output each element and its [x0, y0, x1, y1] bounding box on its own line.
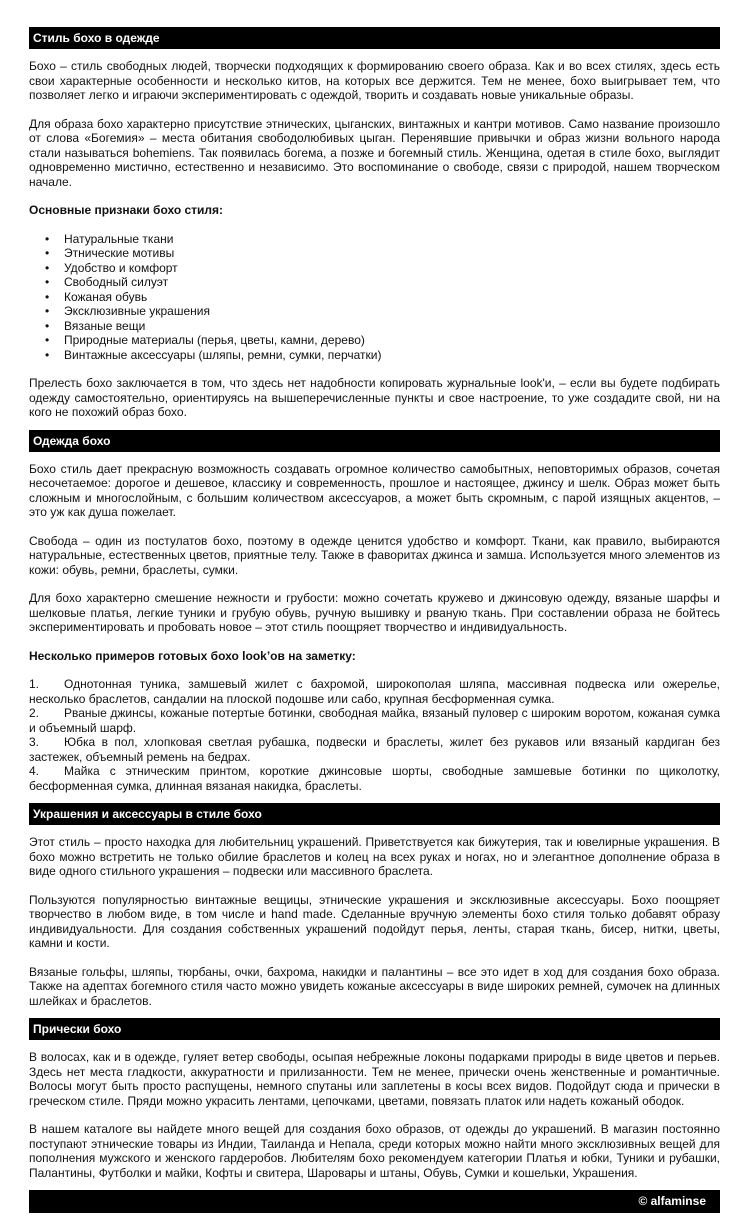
- list-item: • Винтажные аксессуары (шляпы, ремни, сумки, перчатки): [45, 347, 382, 362]
- bullet-icon: •: [45, 231, 50, 246]
- paragraph: В нашем каталоге вы найдете много вещей для создания бохо образов, от одежды до украшений. В магазин постоянно поступают этнические товары из Индии, Таиланда и Непала, среди которых можно найти много эксклюзивных вещей для пополнения мужского и женского гардеробов. Любителям бохо рекомендуем категории Платья и юбки, Туники и рубашки, Палантины, Футболки и майки, Кофты и свитера, Шаровары и штаны, Обувь, Сумки и кошельки, Украшения.: [29, 1122, 720, 1180]
- paragraph: Пользуются популярностью винтажные вещицы, этнические украшения и эксклюзивные аксессуары. Бохо поощряет творчество в любом виде, в том числе и hand made. Сделанные вручную элементы бохо стиля только добавят образу индивидуальности. Для создания собственных украшений подойдут перья, ленты, старая ткань, бисер, нитки, цветы, камни и кости.: [29, 892, 720, 950]
- list-item: • Свободный силуэт: [45, 275, 169, 289]
- paragraph: Для образа бохо характерно присутствие этнических, цыганских, винтажных и кантри мотивов. Само название произошло от слова «Богемия» – места обитания свободолюбивых цыган. Перенявшие привычки и образ жизни вольного народа стали называться bohemiens. Так появилась богема, а позже и богемный стиль. Женщина, одетая в стиле бохо, выглядит одновременно мистично, естественно и независимо. Это воспоминание о свободе, связи с природой, нашем творческом начале.: [29, 116, 720, 189]
- list-number: 1.: [29, 677, 40, 691]
- list-item: 4. Майка с этническим принтом, короткие джинсовые шорты, свободные замшевые ботинки по щиколотку, бесформенная сумка, длинная вязаная накидка, браслеты.: [29, 764, 720, 793]
- list-item: • Вязаные вещи: [45, 318, 146, 333]
- list-item: • Удобство и комфорт: [45, 260, 178, 275]
- paragraph: Бохо – стиль свободных людей, творчески подходящих к формированию своего образа. Как и во всех стилях, здесь есть свои характерные особенности и несколько китов, на которых все держится. Тем не менее, бохо выигрывает тем, что позволяет легко и играючи экспериментировать с одеждой, творить и создавать новые уникальные образы.: [29, 59, 720, 102]
- bullet-icon: •: [45, 318, 50, 333]
- features-list: [29, 232, 720, 363]
- bullet-icon: •: [45, 333, 50, 347]
- paragraph: Бохо стиль дает прекрасную возможность создавать огромное количество самобытных, неповторимых образов, сочетая несочетаемое: дорогое и дешевое, классику и современность, прошлое и настоящее, джинсу и шелк. Образ может быть сложным и многослойным, с большим количеством аксессуаров, а может быть скромным, с парой изящных акцентов, – это уж как душа пожелает.: [29, 461, 720, 519]
- section-title-boho-style: Стиль бохо в одежде: [29, 27, 720, 49]
- paragraph: Этот стиль – просто находка для любительниц украшений. Приветствуется как бижутерия, так и ювелирные украшения. В бохо можно встретить не только обилие браслетов и колец на всех руках и ногах, но и элегантное дополнение образа в виде одного стильного украшения – подвески или массивного браслета.: [29, 835, 720, 878]
- paragraph: В волосах, как и в одежде, гуляет ветер свободы, осыпая небрежные локоны подарками природы в виде цветов и перьев. Здесь нет места гладкости, аккуратности и прилизанности. Тем не менее, прически очень женственные и романтичные. Волосы могут быть просто распущены, немного спутаны или заплетены в косы всех видов. Подойдут сюда и прически в греческом стиле. Пряди можно украсить лентами, цепочками, цветами, повязать платок или надеть кожаный ободок.: [29, 1050, 720, 1108]
- paragraph: Вязаные гольфы, шляпы, тюрбаны, очки, бахрома, накидки и палантины – все это идет в ход для создания бохо образа. Также на адептах богемного стиля часто можно увидеть кожаные аксессуары в виде широких ремней, сумочек на длинных шлейках и браслетов.: [29, 964, 720, 1008]
- section-title-hairstyles: Прически бохо: [29, 1018, 720, 1040]
- bullet-icon: •: [45, 275, 50, 289]
- paragraph: Свобода – один из постулатов бохо, поэтому в одежде ценится удобство и комфорт. Ткани, как правило, выбираются натуральные, естественных цветов, приятные телу. Также в фаворитах джинса и замша. Используется много элементов из кожи: обувь, ремни, браслеты, сумки.: [29, 533, 720, 577]
- list-number: 2.: [29, 706, 40, 720]
- bullet-icon: •: [45, 289, 50, 304]
- bullet-icon: •: [45, 246, 50, 260]
- list-item: 3. Юбка в пол, хлопковая светлая рубашка, подвески и браслеты, жилет без рукавов или вязаный кардиган без застежек, объемный ремень на бедрах.: [29, 735, 720, 764]
- list-number: 3.: [29, 735, 40, 749]
- section-title-accessories: Украшения и аксессуары в стиле бохо: [29, 803, 720, 825]
- list-item: 2. Рваные джинсы, кожаные потертые ботинки, свободная майка, вязаный пуловер с широким воротом, кожаная сумка и объемный шарф.: [29, 706, 720, 735]
- examples-list: [29, 677, 720, 793]
- list-item: • Кожаная обувь: [45, 289, 148, 304]
- list-item: 1. Однотонная туника, замшевый жилет с бахромой, широкополая шляпа, массивная подвеска или ожерелье, несколько браслетов, сандалии на плоской подошве или сабо, крупная бесформенная сумка.: [29, 677, 720, 706]
- paragraph: Прелесть бохо заключается в том, что здесь нет надобности копировать журнальные look'и, – если вы будете подбирать одежду самостоятельно, ориентируясь на вышеперечисленные пункты и свое настроение, то уже создадите свой, ни на кого не похожий образ бохо.: [29, 376, 720, 419]
- article: [29, 27, 720, 1213]
- subheading-main-features: Основные признаки бохо стиля:: [29, 203, 224, 217]
- subheading-look-examples: Несколько примеров готовых бохо look’ов на заметку:: [29, 648, 356, 663]
- list-number: 4.: [29, 764, 40, 778]
- list-item: • Эксклюзивные украшения: [45, 304, 210, 318]
- list-item: • Натуральные ткани: [45, 231, 174, 246]
- bullet-icon: •: [45, 260, 50, 275]
- list-item: • Природные материалы (перья, цветы, камни, дерево): [45, 333, 365, 347]
- paragraph: Для бохо характерно смешение нежности и грубости: можно сочетать кружево и джинсовую одежду, вязаные шарфы и шелковые платья, легкие туники и грубую обувь, ручную вышивку и рваную ткань. При составлении образа не бойтесь экспериментировать и пробовать новое – этот стиль поощряет творчество и индивидуальность.: [29, 591, 720, 634]
- bullet-icon: •: [45, 304, 50, 318]
- bullet-icon: •: [45, 347, 50, 362]
- list-item: • Этнические мотивы: [45, 246, 175, 260]
- footer-credit: © alfaminse: [29, 1190, 720, 1213]
- section-title-boho-clothing: Одежда бохо: [29, 430, 720, 452]
